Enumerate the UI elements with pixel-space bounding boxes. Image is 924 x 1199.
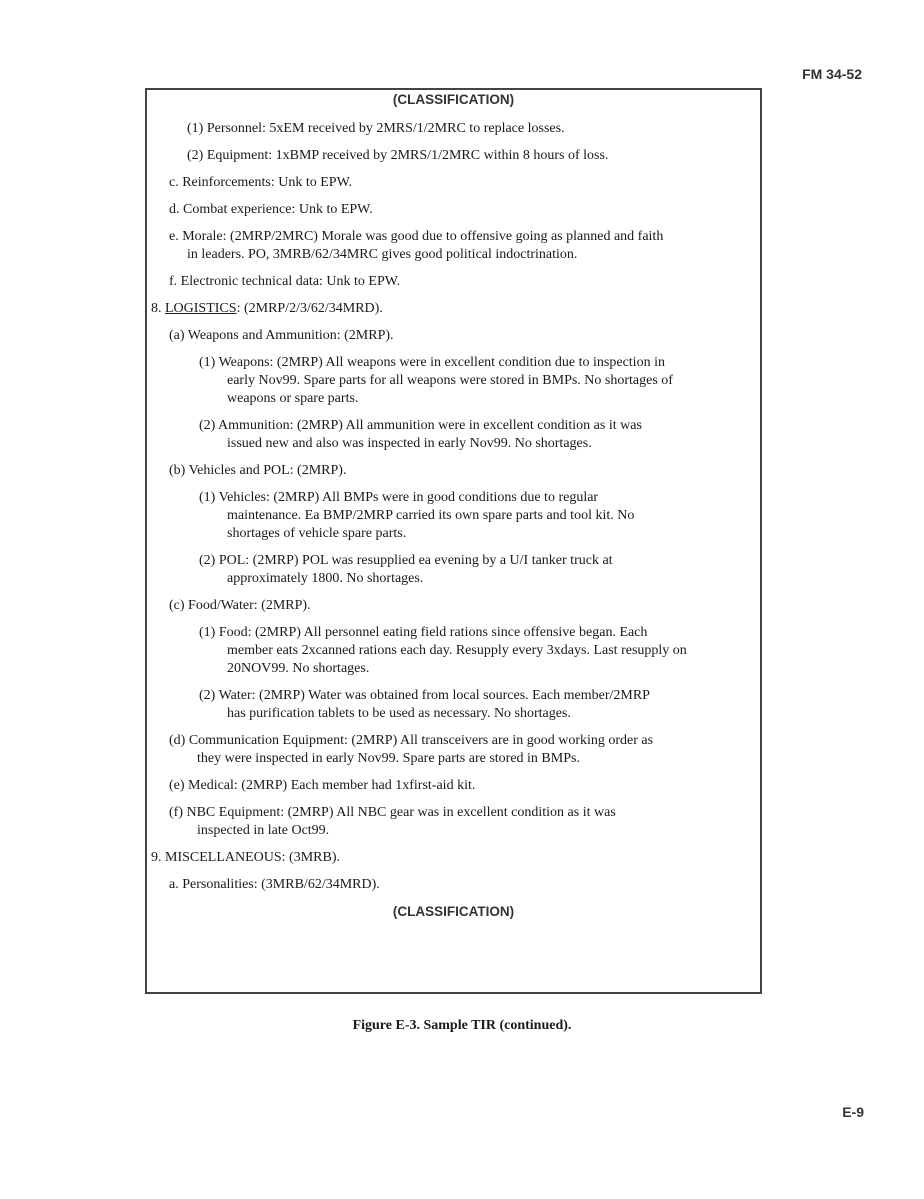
section-title: LOGISTICS [165,301,237,316]
text-line: f. Electronic technical data: Unk to EPW. [169,274,401,289]
text-line: early Nov99. Spare parts for all weapons were stored in BMPs. No shortages of [227,373,673,388]
text-line: 20NOV99. No shortages. [227,661,370,676]
text-line: weapons or spare parts. [227,391,359,406]
text-line: (f) NBC Equipment: (2MRP) All NBC gear was in excellent condition as it was [169,805,616,820]
section-number: 8. [151,301,162,316]
text-line: maintenance. Ea BMP/2MRP carried its own spare parts and tool kit. No [227,508,635,523]
text-line: (a) Weapons and Ammunition: (2MRP). [169,328,394,343]
text-line: inspected in late Oct99. [197,823,330,838]
section-suffix: : (2MRP/2/3/62/34MRD). [236,301,383,316]
text-line: (c) Food/Water: (2MRP). [169,598,311,613]
text-line: has purification tablets to be used as necessary. No shortages. [227,706,571,721]
text-line: issued new and also was inspected in early Nov99. No shortages. [227,436,592,451]
figure-caption: Figure E-3. Sample TIR (continued). [352,1018,572,1033]
text-line: (d) Communication Equipment: (2MRP) All transceivers are in good working order as [169,733,654,748]
section-heading-logistics [151,300,383,318]
text-line: approximately 1800. No shortages. [227,571,424,586]
text-line: (1) Food: (2MRP) All personnel eating field rations since offensive began. Each [199,625,648,640]
text-line: they were inspected in early Nov99. Spare parts are stored in BMPs. [197,751,580,766]
text-line: (2) Equipment: 1xBMP received by 2MRS/1/2MRC within 8 hours of loss. [187,148,609,163]
classification-bottom: (CLASSIFICATION) [392,904,515,919]
text-line: (1) Vehicles: (2MRP) All BMPs were in good conditions due to regular [199,490,599,505]
text-line: c. Reinforcements: Unk to EPW. [169,175,353,190]
text-line: (2) POL: (2MRP) POL was resupplied ea evening by a U/I tanker truck at [199,553,613,568]
text-line: (b) Vehicles and POL: (2MRP). [169,463,347,478]
text-line: a. Personalities: (3MRB/62/34MRD). [169,877,380,892]
text-line: (1) Weapons: (2MRP) All weapons were in excellent condition due to inspection in [199,355,665,370]
text-line: shortages of vehicle spare parts. [227,526,407,541]
text-line: in leaders. PO, 3MRB/62/34MRC gives good political indoctrination. [187,247,578,262]
text-line: 9. MISCELLANEOUS: (3MRB). [151,850,341,865]
document-id: FM 34-52 [802,66,862,82]
classification-top: (CLASSIFICATION) [392,92,515,107]
form-frame [145,88,762,994]
text-line: (e) Medical: (2MRP) Each member had 1xfirst-aid kit. [169,778,476,793]
page-number: E-9 [842,1104,864,1120]
text-line: (2) Water: (2MRP) Water was obtained from local sources. Each member/2MRP [199,688,650,703]
text-line: e. Morale: (2MRP/2MRC) Morale was good due to offensive going as planned and faith [169,229,664,244]
text-line: (2) Ammunition: (2MRP) All ammunition were in excellent condition as it was [199,418,642,433]
text-line: member eats 2xcanned rations each day. Resupply every 3xdays. Last resupply on [227,643,687,658]
text-line: d. Combat experience: Unk to EPW. [169,202,373,217]
text-line: (1) Personnel: 5xEM received by 2MRS/1/2MRC to replace losses. [187,121,565,136]
